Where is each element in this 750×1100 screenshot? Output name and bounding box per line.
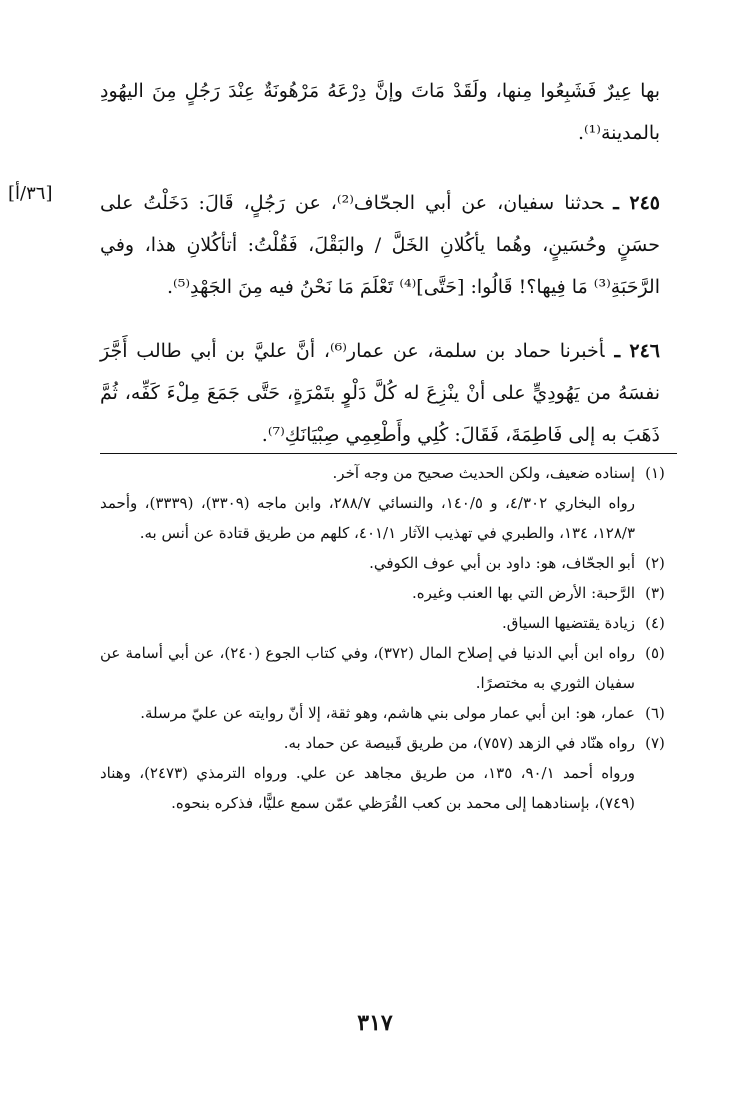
footnote-divider xyxy=(100,453,677,454)
footnote-line: رواه البخاري ٤/٣٠٢، و ١٤٠/٥، والنسائي ٢٨٨/٧، وابن ماجه (٣٣٠٩)، (٣٣٣٩)، وأحمد ١٢٨/٣، ١٣٤، والطبري في تهذيب الآثار ٤٠١/١، كلهم من طريق قتادة عن أنس به. xyxy=(100,494,635,542)
hadith-text-246: أخبرنا حماد بن سلمة، عن عمار⁽⁶⁾، أنَّ عليَّ بن أبي طالب أَجَّرَ نفسَهُ من يَهُودِيٍّ على أنْ ينْزِعَ له كُلَّ دَلْوٍ بتَمْرَةٍ، حَتَّى جَمَعَ مِلْءَ كَفِّه، ثُمَّ ذَهَبَ به إلى فَاطِمَةَ، فَقَالَ: كُلِي وأَطْعِمِي صِبْيَانَكِ⁽⁷⁾. xyxy=(100,340,660,446)
main-text xyxy=(100,70,660,478)
footnote-line: ورواه أحمد ٩٠/١، ١٣٥، من طريق مجاهد عن علي. ورواه الترمذي (٢٤٧٣)، وهناد (٧٤٩)، بإسنادهما إلى محمد بن كعب القُرَظي عمّن سمع عليًّا، فذكره بنحوه. xyxy=(100,764,636,812)
footnote-number: (٧) xyxy=(645,734,665,752)
manuscript-folio-reference: [٣٦/أ] xyxy=(8,183,53,204)
footnote-line: الرَّحبة: الأرض التي بها العنب وغيره. xyxy=(411,584,635,602)
footnote xyxy=(100,548,675,578)
footnote xyxy=(100,458,675,548)
footnote-line: رواه هنّاد في الزهد (٧٥٧)، من طريق قَبيصة عن حماد به. xyxy=(283,734,635,752)
footnote xyxy=(100,698,675,728)
footnote xyxy=(100,578,675,608)
page-number: ٣١٧ xyxy=(357,1010,393,1036)
footnote-number: (٢) xyxy=(645,554,665,572)
paragraph-1: بها عِيرٌ فَشَبِعُوا مِنها، ولَقَدْ مَاتَ وإنَّ دِرْعَهُ مَرْهُونَةٌ عِنْدَ رَجُلٍ مِنَ اليهُودِ بالمدينة⁽¹⁾. xyxy=(100,80,660,144)
hadith-number-246: ٢٤٦ ـ xyxy=(614,340,660,362)
paragraph-245 xyxy=(100,182,660,308)
footnote xyxy=(100,728,675,818)
paragraph-246 xyxy=(100,330,660,456)
footnotes xyxy=(100,458,675,818)
footnote xyxy=(100,608,675,638)
footnote-number: (٥) xyxy=(645,644,665,662)
hadith-text-245: حدثنا سفيان، عن أبي الجحّاف⁽²⁾، عن رَجُلٍ، قَالَ: دَخَلْتُ على حسَنٍ وحُسَينٍ، وهُما يأكُلانِ الخَلَّ / والبَقْلَ، فَقُلْتُ: أتأكُلانِ هذا، وفي الرَّحَبَةِ⁽³⁾ مَا فِيها؟! قَالُوا: [حَتَّى]⁽⁴⁾ تَعْلَمَ مَا نَحْنُ فيه مِنَ الجَهْدِ⁽⁵⁾. xyxy=(100,192,660,298)
footnote-line: زيادة يقتضيها السياق. xyxy=(502,614,635,632)
footnote-line: إسناده ضعيف، ولكن الحديث صحيح من وجه آخر. xyxy=(332,464,635,482)
footnote-number: (١) xyxy=(645,464,665,482)
footnote-number: (٣) xyxy=(645,584,665,602)
footnote-line: رواه ابن أبي الدنيا في إصلاح المال (٣٧٢)، وفي كتاب الجوع (٢٤٠)، عن أبي أسامة عن سفيان الثوري به مختصرًا. xyxy=(100,644,636,692)
footnote-line: أبو الجحّاف، هو: داود بن أبي عوف الكوفي. xyxy=(369,554,635,572)
footnote xyxy=(100,638,675,698)
footnote-number: (٦) xyxy=(645,704,665,722)
hadith-number-245: ٢٤٥ ـ xyxy=(613,192,660,214)
footnote-line: عمار، هو: ابن أبي عمار مولى بني هاشم، وهو ثقة، إلا أنّ روايته عن عليّ مرسلة. xyxy=(140,704,635,722)
footnote-number: (٤) xyxy=(645,614,665,632)
